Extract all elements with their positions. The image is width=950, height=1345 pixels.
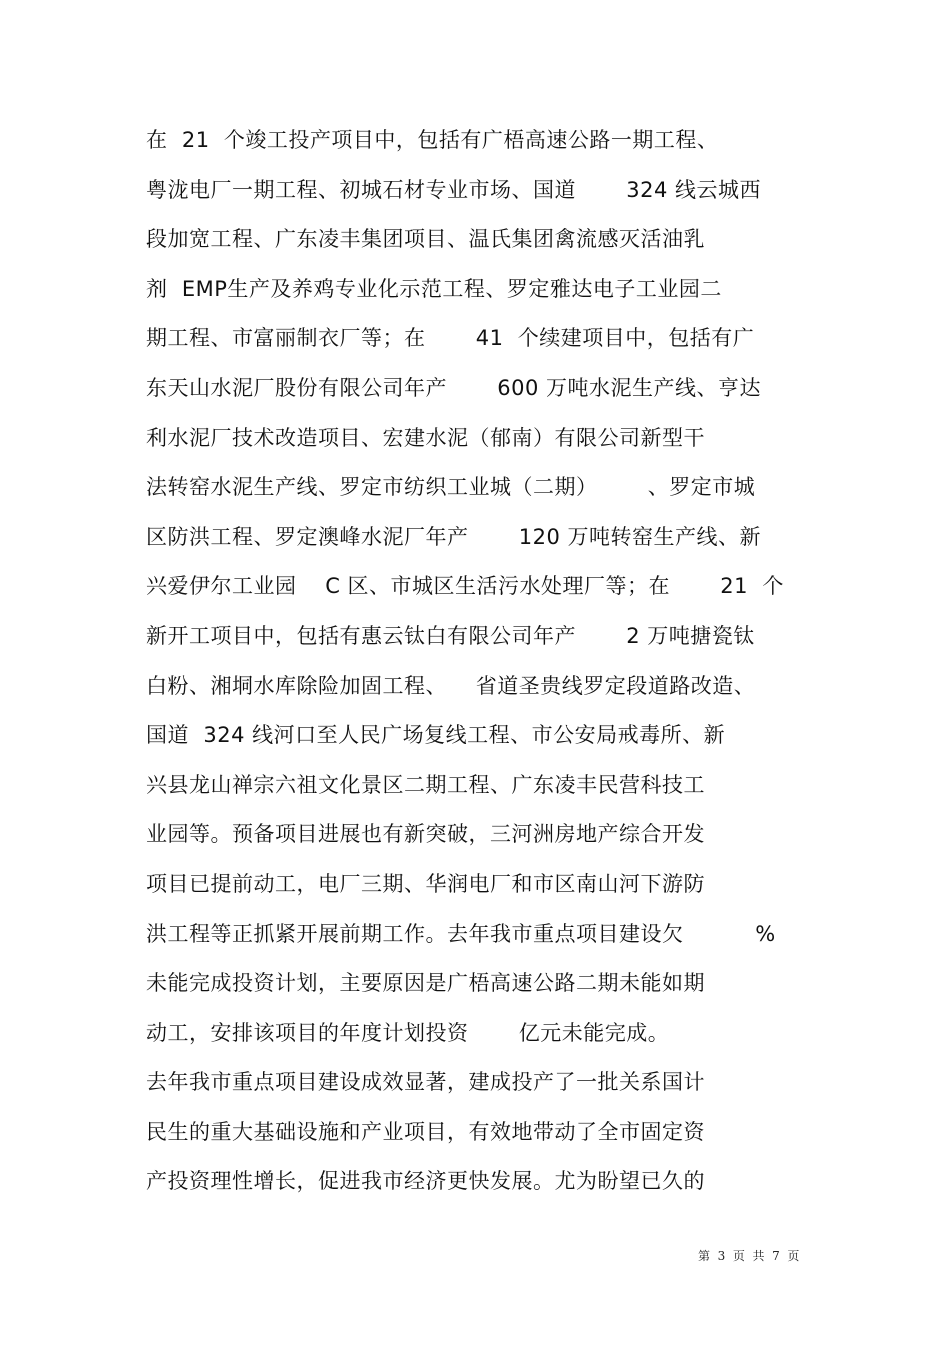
text-line: 兴县龙山禅宗六祖文化景区二期工程、广东凌丰民营科技工 [146, 772, 705, 797]
text-line: 兴爱伊尔工业园 C 区、市城区生活污水处理厂等；在 21 个 [146, 574, 784, 599]
text-line: 民生的重大基础设施和产业项目，有效地带动了全市固定资 [146, 1119, 705, 1144]
text-line: 洪工程等正抓紧开展前期工作。去年我市重点项目建设欠 % [146, 921, 776, 946]
text-line: 白粉、湘垌水库除险加固工程、 省道圣贵线罗定段道路改造、 [146, 673, 756, 698]
page-number: 第 3 页 共 7 页 [698, 1249, 800, 1263]
text-line: 在 21 个竣工投产项目中，包括有广梧高速公路一期工程、 [146, 128, 719, 152]
text-line: 段加宽工程、广东凌丰集团项目、温氏集团禽流感灭活油乳 [146, 227, 705, 252]
text-line: 东天山水泥厂股份有限公司年产 600 万吨水泥生产线、亨达 [146, 375, 761, 400]
text-line: 区防洪工程、罗定澳峰水泥厂年产 120 万吨转窑生产线、新 [146, 524, 761, 549]
text-line: 业园等。预备项目进展也有新突破，三河洲房地产综合开发 [146, 822, 705, 847]
body-text [146, 120, 826, 1211]
text-line: 期工程、市富丽制衣厂等；在 41 个续建项目中，包括有广 [146, 326, 755, 351]
text-line: 新开工项目中，包括有惠云钛白有限公司年产 2 万吨搪瓷钛 [146, 623, 755, 648]
text-line: 动工，安排该项目的年度计划投资 亿元未能完成。 [146, 1020, 670, 1045]
text-line: 项目已提前动工，电厂三期、华润电厂和市区南山河下游防 [146, 871, 705, 896]
text-line: 产投资理性增长，促进我市经济更快发展。尤为盼望已久的 [146, 1169, 705, 1194]
text-line: 利水泥厂技术改造项目、宏建水泥（郁南）有限公司新型干 [146, 425, 705, 450]
text-line: 未能完成投资计划，主要原因是广梧高速公路二期未能如期 [146, 971, 705, 996]
text-line: 法转窑水泥生产线、罗定市纺织工业城（二期） 、罗定市城 [146, 475, 756, 500]
text-line: 剂 EMP生产及养鸡专业化示范工程、罗定雅达电子工业园二 [146, 276, 722, 301]
text-line: 去年我市重点项目建设成效显著，建成投产了一批关系国计 [146, 1070, 705, 1095]
text-line: 国道 324 线河口至人民广场复线工程、市公安局戒毒所、新 [146, 723, 726, 748]
text-line: 粤泷电厂一期工程、初城石材专业市场、国道 324 线云城西 [146, 177, 761, 202]
